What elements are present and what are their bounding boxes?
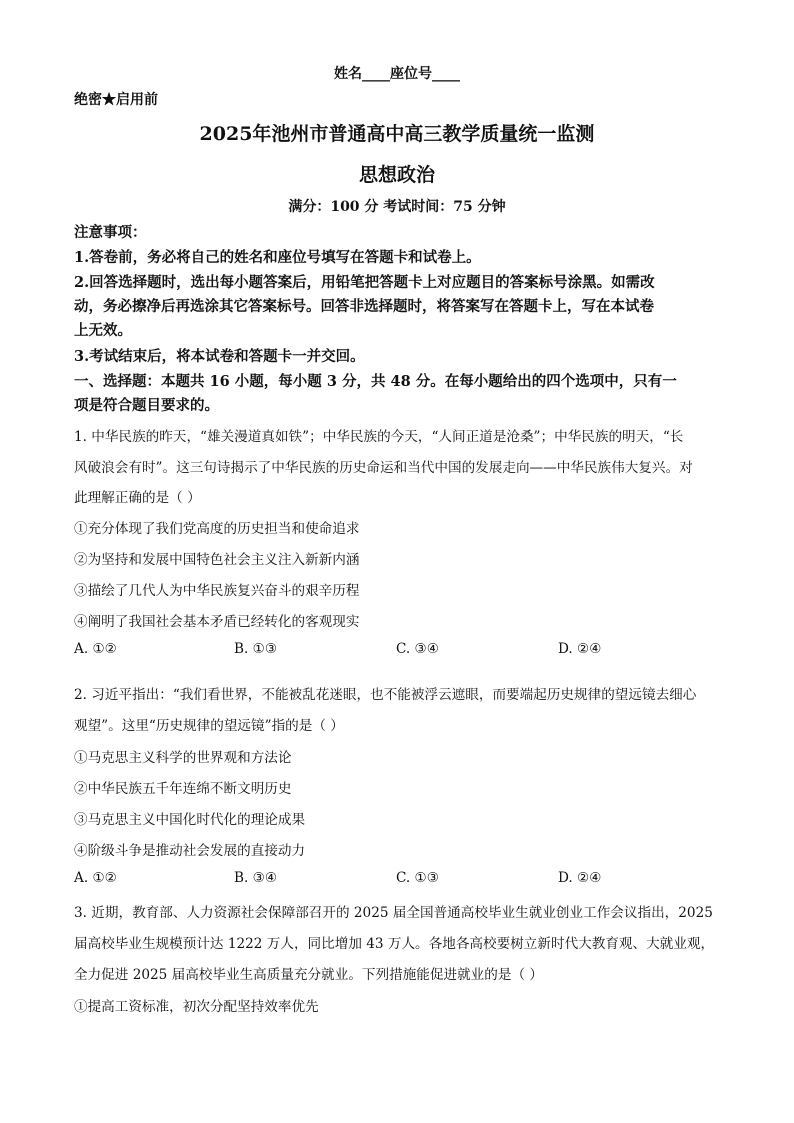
confidential-label: 绝密★启用前 [74, 92, 158, 108]
q2-statement-2: ②中华民族五千年连绵不断文明历史 [74, 781, 292, 797]
q1-option-b[interactable]: B. ①③ [234, 641, 278, 657]
score-time-line: 满分：100 分 考试时间：75 分钟 [288, 199, 506, 215]
note-3: 3.考试结束后，将本试卷和答题卡一并交回。 [74, 348, 365, 365]
note-2-line-1: 2.回答选择题时，选出每小题答案后，用铅笔把答题卡上对应题目的答案标号涂黑。如需改 [74, 274, 655, 291]
note-1: 1.答卷前，务必将自己的姓名和座位号填写在答题卡和试卷上。 [74, 249, 481, 266]
q2-option-b[interactable]: B. ③④ [234, 870, 278, 886]
q2-statement-3: ③马克思主义中国化时代化的理论成果 [74, 812, 306, 828]
q3-stem-line-1: 3. 近期，教育部、人力资源社会保障部召开的 2025 届全国普通高校毕业生就业创业工作会议指出，2025 [74, 905, 713, 921]
q1-stem-line-2: 风破浪会有时”。这三句诗揭示了中华民族的历史命运和当代中国的发展走向——中华民族伟大复兴。对 [74, 460, 693, 476]
note-2-line-3: 上无效。 [74, 322, 132, 339]
section-1-line-2: 项是符合题目要求的。 [74, 397, 219, 414]
q1-statement-4: ④阐明了我国社会基本矛盾已经转化的客观现实 [74, 614, 360, 630]
exam-title: 2025年池州市普通高中高三教学质量统一监测 [199, 123, 595, 145]
q2-option-c[interactable]: C. ①③ [396, 870, 439, 886]
q2-stem-line-2: 观望”。这里“历史规律的望远镜”指的是（ ） [74, 718, 344, 734]
q3-stem-line-3: 全力促进 2025 届高校毕业生高质量充分就业。下列措施能促进就业的是（ ） [74, 967, 543, 983]
name-seat-line: 姓名____座位号____ [334, 66, 460, 82]
q2-option-d[interactable]: D. ②④ [558, 870, 602, 886]
subject-title: 思想政治 [358, 164, 435, 186]
q1-stem-line-1: 1. 中华民族的昨天，“雄关漫道真如铁”；中华民族的今天，“人间正道是沧桑”；中华民族的明天，“长 [74, 429, 684, 445]
q1-option-d[interactable]: D. ②④ [558, 641, 602, 657]
q2-statement-4: ④阶级斗争是推动社会发展的直接动力 [74, 843, 306, 859]
q3-statement-1: ①提高工资标准，初次分配坚持效率优先 [74, 999, 319, 1015]
q1-stem-line-3: 此理解正确的是（ ） [74, 490, 201, 506]
note-2-line-2: 动，务必擦净后再选涂其它答案标号。回答非选择题时，将答案写在答题卡上，写在本试卷 [74, 298, 654, 315]
q2-option-a[interactable]: A. ①② [74, 870, 117, 886]
q1-option-c[interactable]: C. ③④ [396, 641, 439, 657]
notes-heading: 注意事项： [74, 224, 147, 241]
q1-option-a[interactable]: A. ①② [74, 641, 117, 657]
q2-stem-line-1: 2. 习近平指出：“我们看世界，不能被乱花迷眼，也不能被浮云遮眼，而要端起历史规律的望远镜去细心 [74, 687, 697, 703]
q1-statement-2: ②为坚持和发展中国特色社会主义注入新新内涵 [74, 552, 360, 568]
q3-stem-line-2: 届高校毕业生规模预计达 1222 万人，同比增加 43 万人。各地各高校要树立新时代大教育观、大就业观， [74, 936, 715, 952]
section-1-line-1: 一、选择题：本题共 16 小题，每小题 3 分，共 48 分。在每小题给出的四个选项中，只有一 [74, 373, 677, 390]
q2-statement-1: ①马克思主义科学的世界观和方法论 [74, 750, 292, 766]
q1-statement-3: ③描绘了几代人为中华民族复兴奋斗的艰辛历程 [74, 583, 360, 599]
q1-statement-1: ①充分体现了我们党高度的历史担当和使命追求 [74, 521, 360, 537]
